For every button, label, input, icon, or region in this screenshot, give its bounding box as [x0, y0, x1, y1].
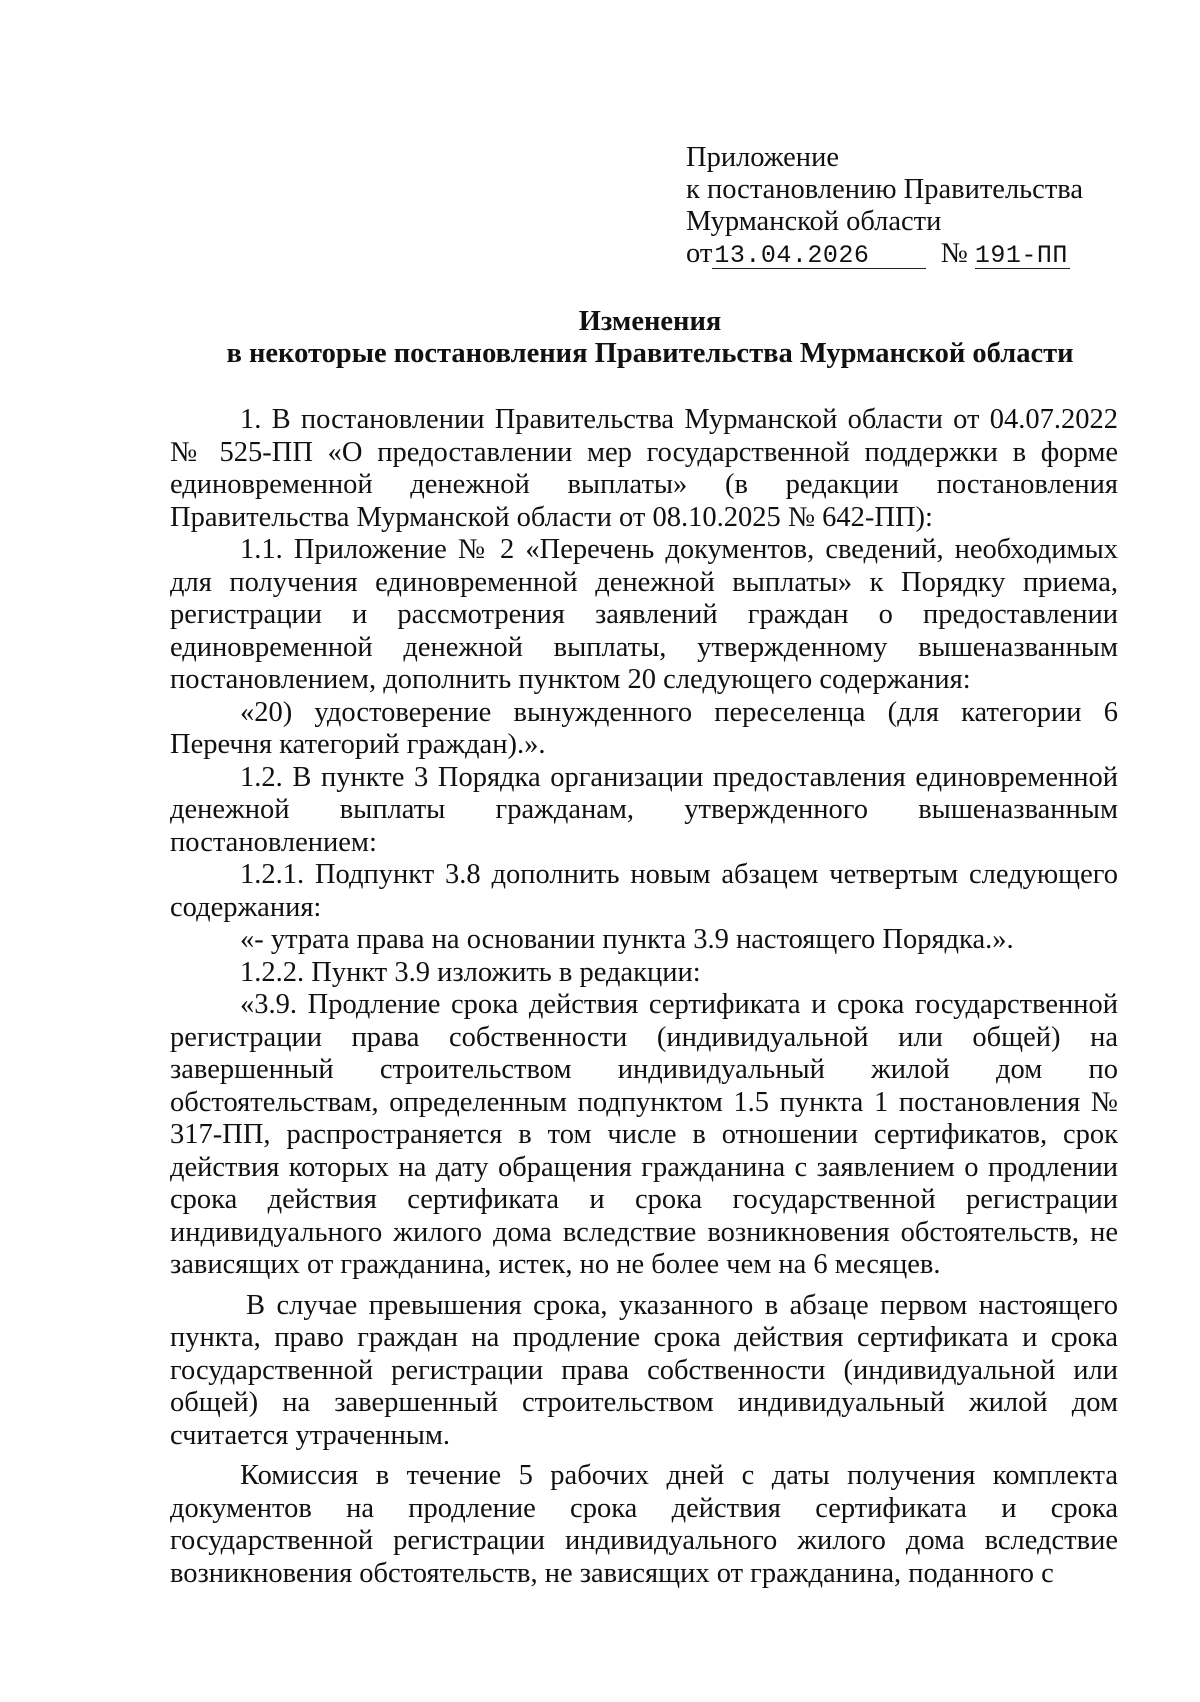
- document-number: 191-ПП: [974, 241, 1068, 270]
- paragraph: 1.2.2. Пункт 3.9 изложить в редакции:: [240, 956, 701, 988]
- approval-date-line: [686, 238, 1083, 270]
- paragraph: «3.9. Продление срока действия сертификата и срока государственной регистрации права собственности (индивидуальной или общей) на завершенный строительством индивидуальный жилой дом по обстоятельствам, определенным подпунктом 1.5 пункта 1 постановления № 317-ПП, распространяется в том числе в отношении сертификатов, срок действия которых на дату обращения гражданина с заявлением о продлении срока действия сертификата и срока государственной регистрации индивидуального жилого дома вследствие возникновения обстоятельств, не зависящих от гражданина, истек, но не более чем на 6 месяцев.: [170, 989, 1118, 1280]
- number-prefix: №: [940, 238, 968, 269]
- paragraph: 1.2.1. Подпункт 3.8 дополнить новым абзацем четвертым следующего содержания:: [170, 859, 1118, 923]
- title-line-1: Изменения: [578, 306, 722, 337]
- approval-block: [686, 142, 1083, 270]
- paragraph: «20) удостоверение вынужденного переселенца (для категории 6 Перечня категорий граждан).».: [170, 696, 1118, 760]
- approval-line-3: Мурманской области: [686, 206, 942, 237]
- paragraph: Комиссия в течение 5 рабочих дней с даты получения комплекта документов на продление срока действия сертификата и срока государственной регистрации индивидуального жилого дома вследствие возникновения обстоятельств, не зависящих от гражданина, поданного с: [170, 1460, 1118, 1589]
- approval-line-1: Приложение: [686, 142, 839, 173]
- paragraph: 1.2. В пункте 3 Порядка организации предоставления единовременной денежной выплаты гражданам, утвержденного вышеназванным постановлением:: [170, 761, 1118, 858]
- document-body: [170, 404, 1118, 1590]
- date-prefix: от: [686, 238, 713, 269]
- paragraph: «- утрата права на основании пункта 3.9 настоящего Порядка.».: [240, 924, 1014, 955]
- paragraph: 1.1. Приложение № 2 «Перечень документов, сведений, необходимых для получения единовременной денежной выплаты» к Порядку приема, регистрации и рассмотрения заявлений граждан о предоставлении единовременной денежной выплаты, утвержденному вышеназванным постановлением, дополнить пунктом 20 следующего содержания:: [170, 534, 1118, 695]
- paragraph: В случае превышения срока, указанного в абзаце первом настоящего пункта, право граждан на продление срока действия сертификата и срока государственной регистрации права собственности (индивидуальной или общей) на завершенный строительством индивидуальный жилой дом считается утраченным.: [170, 1289, 1118, 1451]
- title-line-2: в некоторые постановления Правительства Мурманской области: [226, 338, 1074, 369]
- document-date: 13.04.2026: [712, 244, 926, 269]
- paragraph: 1. В постановлении Правительства Мурманской области от 04.07.2022 № 525-ПП «О предоставлении мер государственной поддержки в форме единовременной денежной выплаты» (в редакции постановления Правительства Мурманской области от 08.10.2025 № 642-ПП):: [170, 404, 1118, 533]
- document-title: [170, 306, 1130, 370]
- approval-line-2: к постановлению Правительства: [686, 174, 1084, 205]
